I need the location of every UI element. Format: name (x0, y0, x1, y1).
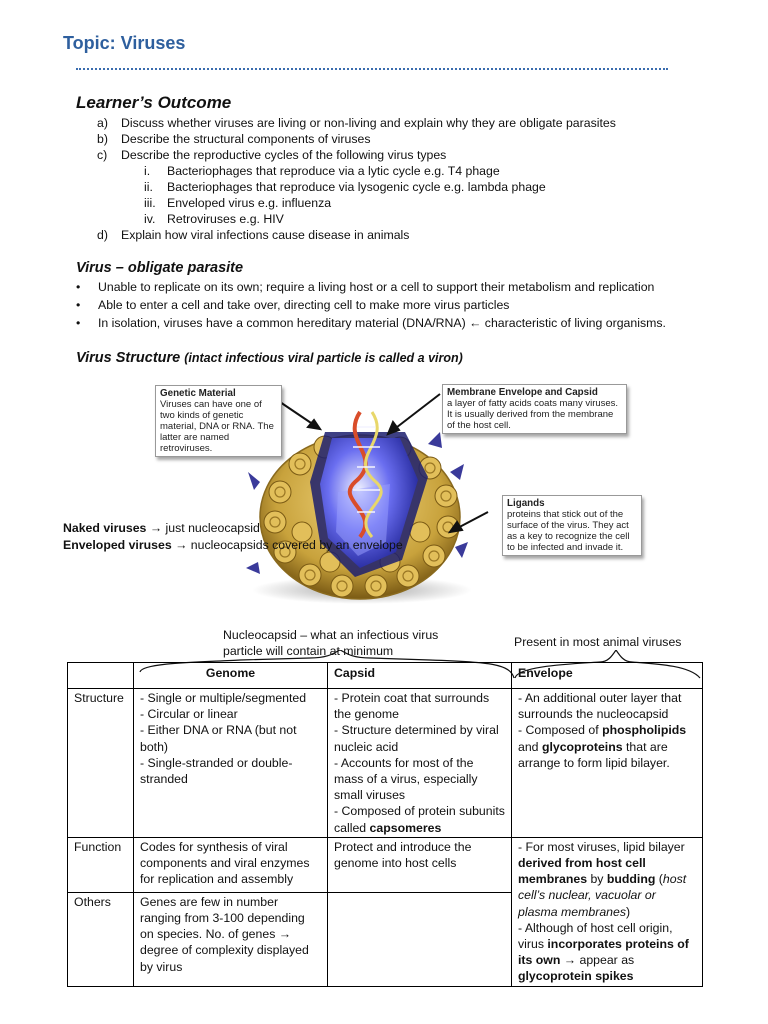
virus-types-note: Naked viruses → just nucleocapsid Enveloped viruses → nucleocapsids covered by an envelope (63, 521, 403, 552)
list-item: a) Discuss whether viruses are living or non-living and explain why they are obligate parasites (97, 116, 616, 130)
title-divider (76, 68, 668, 70)
list-item: ii. Bacteriophages that reproduce via lysogenic cycle e.g. lambda phage (144, 180, 546, 194)
list-item: b) Describe the structural components of viruses (97, 132, 371, 146)
list-item: i. Bacteriophages that reproduce via a lytic cycle e.g. T4 phage (144, 164, 500, 178)
envelope-callout: Membrane Envelope and Capsid a layer of fatty acids coats many viruses. It is usually derived from the membrane of the host cell. (442, 384, 627, 434)
table-cell: - Single or multiple/segmented - Circular or linear - Either DNA or RNA (but not both) - Single-stranded or double-stranded (134, 689, 328, 838)
table-cell: Protect and introduce the genome into host cells (328, 837, 512, 892)
table-header-cell: Capsid (328, 663, 512, 689)
table-row (68, 689, 703, 838)
virus-diagram (150, 372, 650, 607)
outcome-list (97, 115, 697, 243)
envelope-note: Present in most animal viruses (514, 635, 682, 649)
structure-heading: Virus Structure (intact infectious viral particle is called a viron) (76, 350, 463, 366)
table-cell: - For most viruses, lipid bilayer derived from host cell membranes by budding (host cell’s nuclear, vacuolar or plasma membranes) - Although of host cell origin, virus incorporates proteins of its own → appear as glycoprotein spikes (512, 837, 703, 986)
row-label: Structure (68, 689, 134, 838)
list-item: iii. Enveloped virus e.g. influenza (144, 196, 332, 210)
ligands-callout: Ligands proteins that stick out of the surface of the virus. They act as a key to recognize the cell to be infected and invade it. (502, 495, 642, 556)
nucleocapsid-note: Nucleocapsid – what an infectious virus particle will contain at minimum (223, 628, 439, 658)
outcome-heading: Learner’s Outcome (76, 93, 232, 112)
table-header-row (68, 663, 703, 689)
row-label: Function (68, 837, 134, 892)
list-item: d) Explain how viral infections cause disease in animals (97, 228, 410, 242)
table-cell: - Protein coat that surrounds the genome - Structure determined by viral nucleic acid - Accounts for most of the mass of a virus, especially small viruses - Composed of protein subunits called capsomeres (328, 689, 512, 838)
list-item: iv. Retroviruses e.g. HIV (144, 212, 284, 226)
page-title: Topic: Viruses (63, 33, 186, 53)
table-cell: Codes for synthesis of viral components and viral enzymes for replication and assembly (134, 837, 328, 892)
table-header-cell (68, 663, 134, 689)
table-header-cell: Genome (134, 663, 328, 689)
virus-structure-table (67, 662, 703, 987)
table-cell: - An additional outer layer that surrounds the nucleocapsid - Composed of phospholipids and glycoproteins that are arrange to form lipid bilayer. (512, 689, 703, 838)
list-item: c) Describe the reproductive cycles of the following virus types (97, 148, 447, 162)
genetic-material-callout: Genetic Material Viruses can have one of two kinds of genetic material, DNA or RNA. The latter are named retroviruses. (155, 385, 282, 457)
parasite-heading: Virus – obligate parasite (76, 260, 244, 276)
table-header-cell: Envelope (512, 663, 703, 689)
table-cell: Genes are few in number ranging from 3-100 depending on species. No. of genes → degree of complexity displayed by virus (134, 892, 328, 986)
table-cell (328, 892, 512, 986)
table-row (68, 837, 703, 892)
row-label: Others (68, 892, 134, 986)
